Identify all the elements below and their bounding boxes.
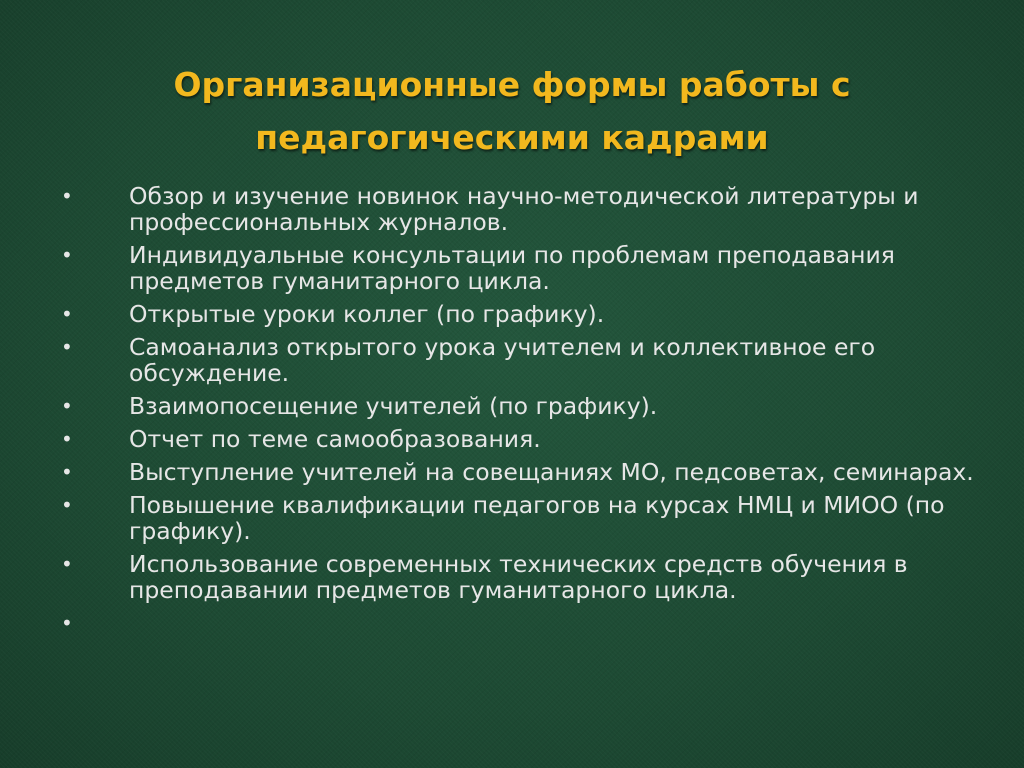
bullet-icon: • — [61, 184, 73, 208]
title-line-1: Организационные формы работы с — [173, 65, 851, 104]
bullet-icon: • — [61, 611, 73, 635]
list-item-text: Отчет по теме самообразования. — [129, 425, 541, 453]
list-item — [0, 551, 1024, 603]
list-item-text: Обзор и изучение новинок научно-методической литературы и профессиональных журналов. — [129, 182, 919, 236]
list-item — [0, 426, 1024, 452]
list-item — [0, 334, 1024, 386]
slide-title — [60, 58, 964, 164]
bullet-icon: • — [61, 460, 73, 484]
list-item — [0, 459, 1024, 485]
list-item-text: Использование современных технических средств обучения в преподавании предметов гуманитарного цикла. — [129, 550, 908, 604]
title-line-2: педагогическими кадрами — [255, 118, 769, 157]
list-item — [0, 183, 1024, 235]
list-item-text: Индивидуальные консультации по проблемам преподавания предметов гуманитарного цикла. — [129, 241, 895, 295]
list-item — [0, 492, 1024, 544]
bullet-icon: • — [61, 243, 73, 267]
list-item — [0, 242, 1024, 294]
list-item-text: Открытые уроки коллег (по графику). — [129, 300, 605, 328]
bullet-icon: • — [61, 394, 73, 418]
list-item-empty — [0, 610, 1024, 636]
list-item-text: Взаимопосещение учителей (по графику). — [129, 392, 658, 420]
list-item-text: Повышение квалификации педагогов на курсах НМЦ и МИОО (по графику). — [129, 491, 945, 545]
list-item-text: Выступление учителей на совещаниях МО, педсоветах, семинарах. — [129, 458, 974, 486]
bullet-icon: • — [61, 427, 73, 451]
bullet-list — [0, 183, 1024, 643]
list-item — [0, 301, 1024, 327]
bullet-icon: • — [61, 302, 73, 326]
bullet-icon: • — [61, 335, 73, 359]
list-item-text: Самоанализ открытого урока учителем и коллективное его обсуждение. — [129, 333, 876, 387]
bullet-icon: • — [61, 493, 73, 517]
bullet-icon: • — [61, 552, 73, 576]
list-item — [0, 393, 1024, 419]
